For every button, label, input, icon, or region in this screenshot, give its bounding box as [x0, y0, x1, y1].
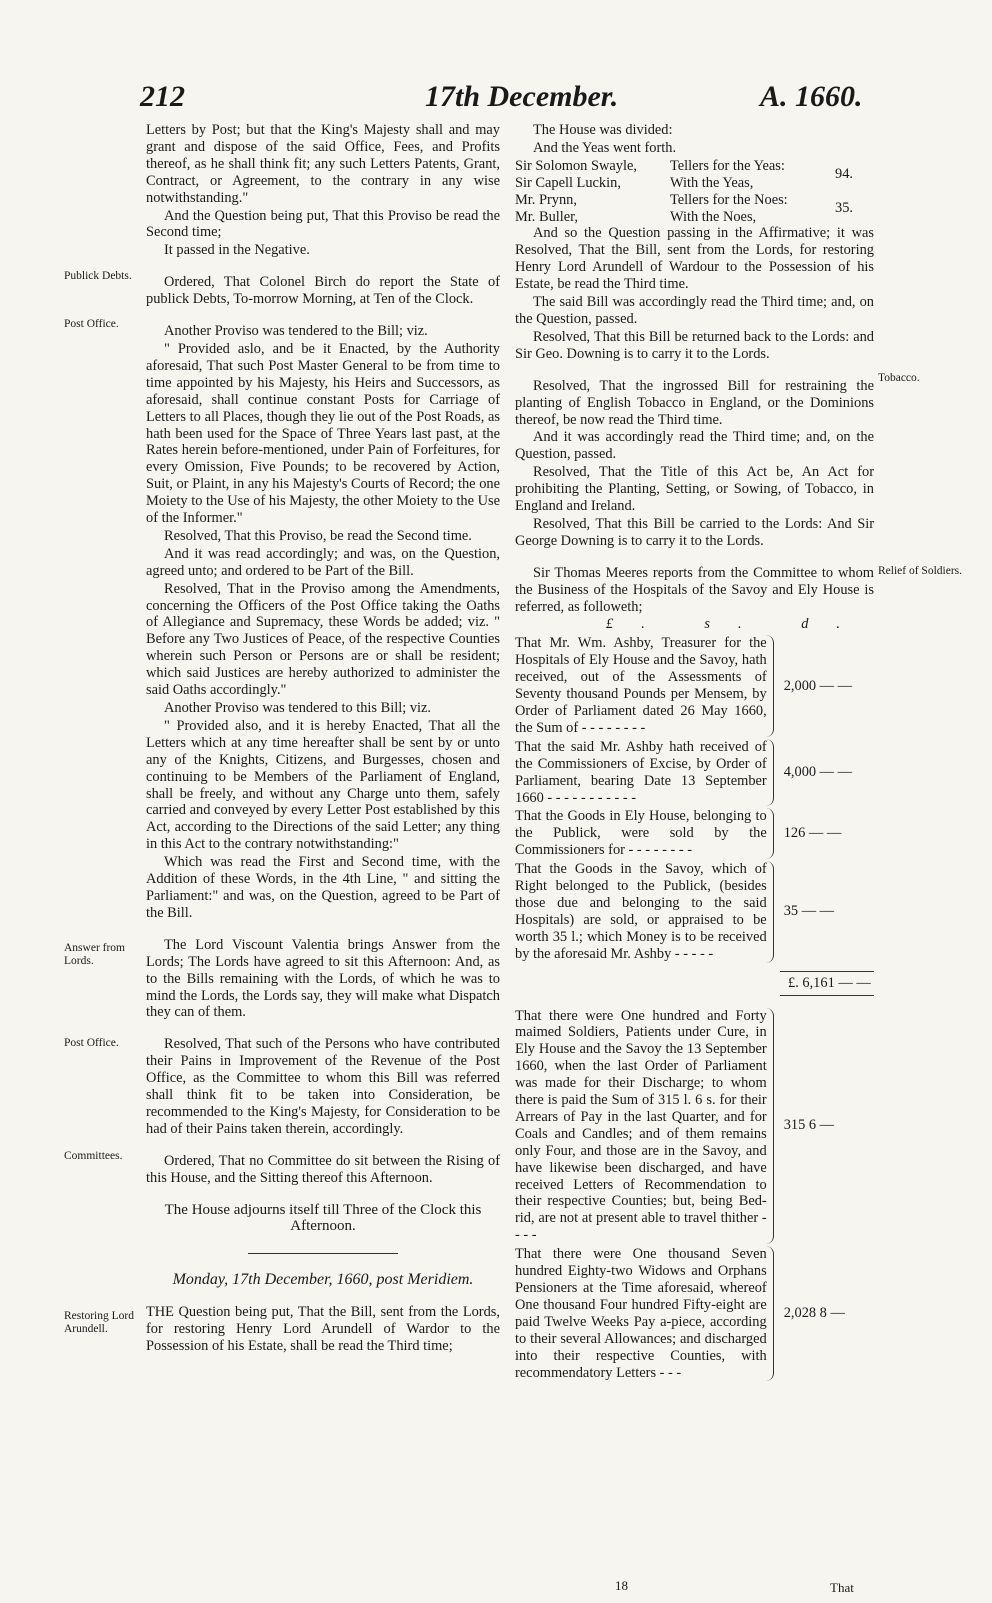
entry-value: 126 — — — [783, 825, 842, 842]
account-total: £. 6,161 — — — [780, 971, 874, 996]
teller-role: With the Yeas, — [670, 174, 754, 191]
entry-value: 2,000 — — — [783, 677, 853, 694]
entry-text: That there were One thousand Seven hundred Eighty-two Widows and Orphans Pensioners at the Time aforesaid, whereof One thousand Four hundred Fifty-eight are paid Twelve Weeks Pay a-piece, according to their several Allowances; and discharged into their respective Counties, with recommendatory Letters - - - — [515, 1246, 774, 1381]
lsd-header: £. s. d. — [606, 616, 868, 633]
paragraph: Sir Thomas Meeres reports from the Committee to whom the Business of the Hospitals of the Savoy and Ely House is referred, as followeth; — [515, 564, 874, 615]
left-column — [146, 122, 500, 1356]
margin-note: Committees. — [64, 1150, 123, 1162]
paragraph: The said Bill was accordingly read the Third time; and, on the Question, passed. — [515, 294, 874, 327]
margin-note: Restoring Lord Arundell. — [64, 1310, 134, 1335]
paragraph: It passed in the Negative. — [164, 242, 310, 259]
paragraph: Resolved, That this Bill be carried to the Lords: And Sir George Downing is to carry it to the Lords. — [515, 515, 874, 549]
teller-name: Mr. Buller, — [515, 208, 578, 225]
entry-text: That Mr. Wm. Ashby, Treasurer for the Hospitals of Ely House and the Savoy, hath received, out of the Assessments of Seventy thousand Pounds per Mensem, by Order of Parliament dated 26 May 1660, the Sum of - - - - - - - - — [515, 635, 774, 736]
margin-note: Answer from Lords. — [64, 942, 125, 967]
teller-name: Sir Solomon Swayle, — [515, 157, 637, 174]
entry-text: That the Goods in Ely House, belonging to the Publick, were sold by the Commissioners for - - - - - - - - — [515, 808, 774, 859]
paragraph: Resolved, That in the Proviso among the Amendments, concerning the Officers of the Post Office taking the Oaths of Allegiance and Supremacy, these Words be added; viz. " Before any Two Justices of Peace, of the respective Counties wherein such Person or Persons are or shall be resident; which said Justices are hereby authorized to administer the said Oaths accordingly." — [146, 580, 500, 699]
account-entry — [515, 861, 874, 962]
account-entry — [515, 1246, 874, 1381]
page-number: 212 — [140, 80, 185, 113]
paragraph: Resolved, That this Bill be returned back to the Lords: and Sir Geo. Downing is to carry it to the Lords. — [515, 328, 874, 362]
paragraph: And so the Question passing in the Affirmative; it was Resolved, That the Bill, sent from the Lords, for restoring Henry Lord Arundell of Wardour to the Possession of his Estate, be read the Third time. — [515, 225, 874, 293]
noes-count: 35. — [835, 200, 853, 217]
entry-text: That the Goods in the Savoy, which of Right belonged to the Publick, (besides those due and belonging to the said Hospitals) are sold, or appraised to be worth 35 l.; which Money is to be received by the aforesaid Mr. Ashby - - - - - — [515, 861, 774, 962]
paragraph: Ordered, That Colonel Birch do report the State of publick Debts, To-morrow Morning, at Ten of the Clock. — [146, 274, 500, 308]
paragraph: Another Proviso was tendered to the Bill; viz. — [164, 323, 428, 340]
paragraph: And the Yeas went forth. — [533, 139, 677, 156]
paragraph: Letters by Post; but that the King's Majesty shall and may grant and dispose of the said Office, Fees, and Profits thereof, as he shall think fit; any such Letters Patents, Grant, Contract, or Agreement, to the contrary in any wise notwithstanding." — [146, 122, 500, 206]
divider — [248, 1253, 398, 1254]
margin-note: Post Office. — [64, 1037, 119, 1049]
account-entry — [515, 635, 874, 736]
account-entry — [515, 808, 874, 859]
teller-role: With the Noes, — [670, 208, 757, 225]
header-date: 17th December. — [425, 80, 619, 113]
section-heading: Monday, 17th December, 1660, post Meridiem. — [172, 1271, 474, 1289]
account-entry — [515, 1008, 874, 1245]
paragraph: " Provided aslo, and be it Enacted, by the Authority aforesaid, That such Post Master General to be from time to time appointed by his Majesty, his Heirs and Successors, as aforesaid, shall continue constant Posts for Carriage of Letters to all Places, though they lie out of the Post Roads, as hath been used for the Space of Three Years last past, at the Rates herein before-mentioned, under Pain of Forfeitures, for every Omission, Five Pounds; to be recovered by Action, Suit, or Plaint, in any his Majesty's Courts of Record; the one Moiety to the Use of his Majesty, the other Moiety to the Use of the Informer." — [146, 340, 500, 527]
entry-text: That there were One hundred and Forty maimed Soldiers, Patients under Cure, in Ely House and the Savoy the 13 September 1660, when the last Order of Parliament was made for their Discharge; to whom there is paid the Sum of 315 l. 6 s. for their Arrears of Pay in the last Quarter, and for Coals and Candles; and of them remains only Four, and those are in the Savoy, and have likewise been discharged, and have received Letters of Recommendation to their respective Counties; but, being Bed-rid, are not at present able to travel thither - - - - — [515, 1008, 774, 1245]
paragraph: Another Proviso was tendered to this Bill; viz. — [164, 700, 431, 716]
teller-role: Tellers for the Noes: — [670, 191, 788, 208]
signature-mark: 18 — [615, 1578, 628, 1593]
paragraph: The House adjourns itself till Three of the Clock this Afternoon. — [164, 1201, 482, 1235]
entry-value: 35 — — — [783, 903, 835, 920]
margin-note: Tobacco. — [878, 372, 920, 384]
page-header — [140, 80, 880, 120]
paragraph: And it was read accordingly; and was, on the Question, agreed unto; and ordered to be Part of the Bill. — [146, 545, 500, 579]
paragraph: Resolved, That such of the Persons who have contributed their Pains in Improvement of the Revenue of the Post Office, as the Committee to whom this Bill was referred shall think fit to be taken into Consideration, be recommended to the King's Majesty, for Consideration to be had of their Pains taken therein, accordingly. — [146, 1036, 500, 1137]
teller-role: Tellers for the Yeas: — [670, 157, 785, 174]
paragraph: And the Question being put, That this Proviso be read the Second time; — [146, 207, 500, 241]
margin-note: Publick Debts. — [64, 270, 132, 282]
paragraph: And it was accordingly read the Third time; and, on the Question, passed. — [515, 429, 874, 463]
entry-value: 2,028 8 — — [783, 1305, 845, 1322]
header-year: A. 1660. — [760, 80, 863, 113]
paragraph: " Provided also, and it is hereby Enacted, That all the Letters which at any time hereafter shall be sent by or unto any of the Knights, Citizens, and Burgesses, chosen and continuing to be Members of the Parliament of England, shall be freely, and without any Charge unto them, safely carried and conveyed by every Letter Post established by this Act, according to the Directions of the said Letter; any thing in this Act to the contrary notwithstanding:" — [146, 717, 500, 853]
tellers-list — [515, 158, 874, 226]
paragraph: THE Question being put, That the Bill, sent from the Lords, for restoring Henry Lord Arundell of Wardor to the Possession of his Estate, shall be read the Third time; — [146, 1304, 500, 1355]
teller-name: Mr. Prynn, — [515, 191, 577, 208]
paragraph: Resolved, That the Title of this Act be, An Act for prohibiting the Planting, Setting, or Sowing, of Tobacco, in England and Ireland. — [515, 464, 874, 515]
paragraph: Resolved, That the ingrossed Bill for restraining the planting of English Tobacco in England, or the Dominions thereof, be now read the Third time. — [515, 377, 874, 428]
catchword: That — [830, 1580, 854, 1595]
paragraph: Resolved, That this Proviso, be read the Second time. — [164, 527, 472, 544]
paragraph: The Lord Viscount Valentia brings Answer from the Lords; The Lords have agreed to sit this Afternoon: And, as to the Bills remaining with the Lords, of which he was to mind the Lords, the Lords say, they will make what Dispatch they can of them. — [146, 936, 500, 1021]
margin-note: Post Office. — [64, 318, 119, 330]
entry-text: That the said Mr. Ashby hath received of the Commissioners of Excise, by Order of Parliament, bearing Date 13 September 1660 - - - - - - - - - - - — [515, 739, 774, 807]
paragraph: Which was read the First and Second time, with the Addition of these Words, in the 4th Line, " and sitting the Parliament:" and was, on the Question, agreed to be Part of the Bill. — [146, 854, 500, 921]
account-entry — [515, 739, 874, 807]
entry-value: 4,000 — — — [783, 764, 853, 781]
teller-name: Sir Capell Luckin, — [515, 174, 621, 191]
right-column — [515, 122, 874, 1381]
paragraph: Ordered, That no Committee do sit between the Rising of this House, and the Sitting thereof this Afternoon. — [146, 1152, 500, 1186]
paragraph: The House was divided: — [533, 122, 673, 138]
entry-value: 315 6 — — [783, 1117, 835, 1134]
margin-note: Relief of Soldiers. — [878, 565, 962, 577]
yeas-count: 94. — [835, 166, 853, 183]
